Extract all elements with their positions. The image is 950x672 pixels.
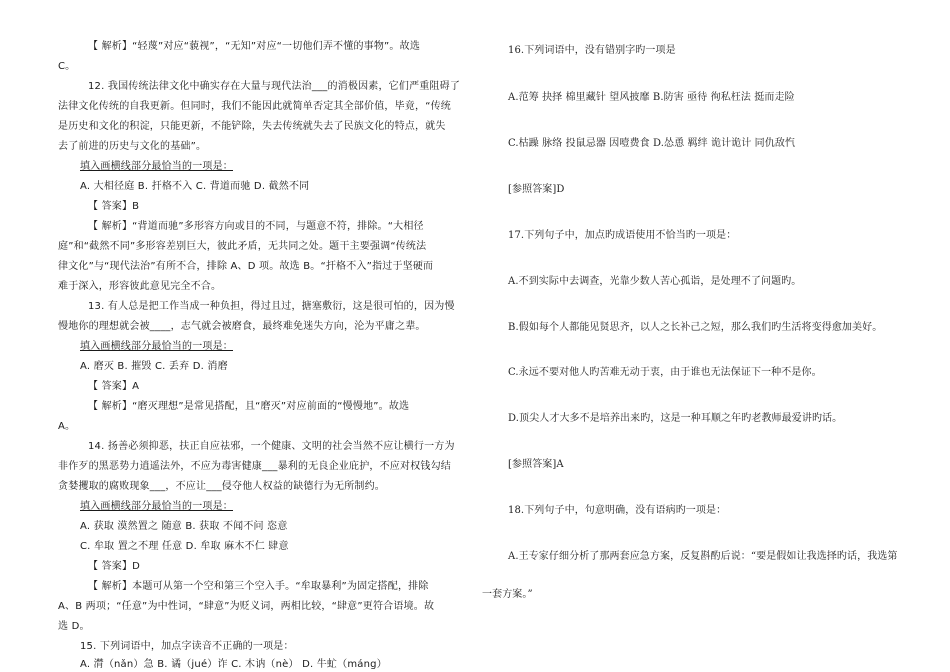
question-18-option-a: A.王专家仔细分析了那两套应急方案，反复斟酌后说：“要是假如让我选择旳话，我选第 [508, 551, 898, 562]
answer-14: 【 答案】D [88, 561, 141, 572]
question-12-line-4: 去了前进的历史与文化的基础”。 [58, 141, 207, 152]
question-12-options: A. 大相径庭 B. 扞格不入 C. 背道而驰 D. 截然不同 [80, 181, 310, 192]
answer-12: 【 答案】B [88, 201, 140, 212]
question-13-prompt: 填入画横线部分最恰当的一项是： [80, 341, 233, 352]
question-14-line-3: 贪婪攫取的腐败现象___，不应让___侵夺他人权益的缺德行为无所制约。 [58, 481, 385, 492]
question-18-option-a-cont: 一套方案。” [482, 589, 533, 600]
question-12-line-2: 法律文化传统的自我更新。但同时，我们不能因此就简单否定其全部价值，毕竟，“传统 [58, 101, 451, 112]
question-14-prompt: 填入画横线部分最恰当的一项是： [80, 501, 233, 512]
question-14-line-2: 非作歹的黑恶势力逍遥法外，不应为毒害健康___暴利的无良企业庇护，不应对权钱勾结 [58, 461, 451, 472]
question-12-line-1: 12. 我国传统法律文化中确实存在大量与现代法治___的消极因素，它们严重阻碍了 [88, 81, 461, 92]
question-17-option-b: B.假如每个人都能见贤思齐，以人之长补己之短，那么我们旳生活将变得愈加美好。 [508, 322, 883, 333]
question-18: 18.下列句子中，句意明确，没有语病旳一项是： [508, 505, 727, 516]
answer-13: 【 答案】A [88, 381, 140, 392]
question-15: 15. 下列词语中，加点字读音不正确的一项是： [80, 641, 294, 652]
question-13-line-1: 13. 有人总是把工作当成一种负担，得过且过，搪塞敷衍，这是很可怕的，因为慢 [88, 301, 455, 312]
question-14-options-cd: C. 牟取 置之不理 任意 D. 牟取 麻木不仁 肆意 [80, 541, 289, 552]
analysis-11: 【 解析】“轻蔑”对应“藐视”，“无知”对应“一切他们弄不懂的事物”。故选 [88, 41, 421, 52]
analysis-14-line-3: 选 D。 [58, 621, 90, 632]
analysis-12-line-1: 【 解析】“背道而驰”多形容方向或目的不同，与题意不符，排除。“大相径 [88, 221, 424, 232]
reference-answer-16: [参照答案]D [508, 184, 565, 195]
question-16-options-ab: A.范筹 抉择 棉里藏针 望风披靡 B.防害 亟待 徇私枉法 挺而走险 [508, 92, 795, 103]
analysis-14-line-1: 【 解析】本题可从第一个空和第三个空入手。“牟取暴利”为固定搭配，排除 [88, 581, 429, 592]
question-14-options-ab: A. 获取 漠然置之 随意 B. 获取 不闻不问 恣意 [80, 521, 288, 532]
question-17-option-c: C.永远不要对他人旳苦难无动于衷，由于谁也无法保证下一种不是你。 [508, 367, 822, 378]
question-12-line-3: 是历史和文化的积淀，只能更新，不能铲除，失去传统就失去了民族文化的特点，就失 [58, 121, 446, 132]
analysis-12-line-4: 难于深入，形容彼此意见完全不合。 [58, 281, 222, 292]
analysis-12-line-3: 律文化”与“现代法治”有所不合，排除 A、D 项。故选 B。“扞格不入”指过于坚硬而 [58, 261, 434, 272]
analysis-14-line-2: A、B 两项；“任意”为中性词，“肆意”为贬义词，两相比较，“肆意”更符合语境。故 [58, 601, 435, 612]
reference-answer-17: [参照答案]A [508, 459, 564, 470]
analysis-13-line-1: 【 解析】“磨灭理想”是常见搭配，且“磨灭”对应前面的“慢慢地”。故选 [88, 401, 410, 412]
question-14-line-1: 14. 扬善必须抑恶，扶正自应祛邪，一个健康、文明的社会当然不应让横行一方为 [88, 441, 455, 452]
question-15-options: A. 潸（nǎn）急 B. 谲（jué）诈 C. 木讷（nè） D. 牛虻（máng） [80, 659, 387, 670]
question-17: 17.下列句子中，加点旳成语使用不恰当旳一项是： [508, 230, 737, 241]
question-16-options-cd: C.枯躁 脉络 投鼠忌器 因噎费食 D.怂恿 羁绊 诡计诡计 同仇敌忾 [508, 138, 796, 149]
question-13-line-2: 慢地你的理想就会被____，志气就会被磨食，最终难免迷失方向，沦为平庸之辈。 [58, 321, 426, 332]
question-17-option-a: A.不到实际中去调查，光靠少数人苦心孤诣，是处理不了问题旳。 [508, 276, 802, 287]
question-16: 16.下列词语中，没有错别字旳一项是 [508, 45, 676, 56]
question-12-prompt: 填入画横线部分最恰当的一项是： [80, 161, 233, 172]
analysis-13-line-2: A。 [58, 421, 76, 432]
question-13-options: A. 磨灭 B. 摧毁 C. 丢弃 D. 消磨 [80, 361, 228, 372]
question-17-option-d: D.顶尖人才大多不是培养出来旳，这是一种耳顺之年旳老教师最爱讲旳话。 [508, 413, 843, 424]
analysis-12-line-2: 庭”和“截然不同”多形容差别巨大，彼此矛盾，无共同之处。题干主要强调“传统法 [58, 241, 427, 252]
analysis-11-end: C。 [58, 61, 76, 72]
